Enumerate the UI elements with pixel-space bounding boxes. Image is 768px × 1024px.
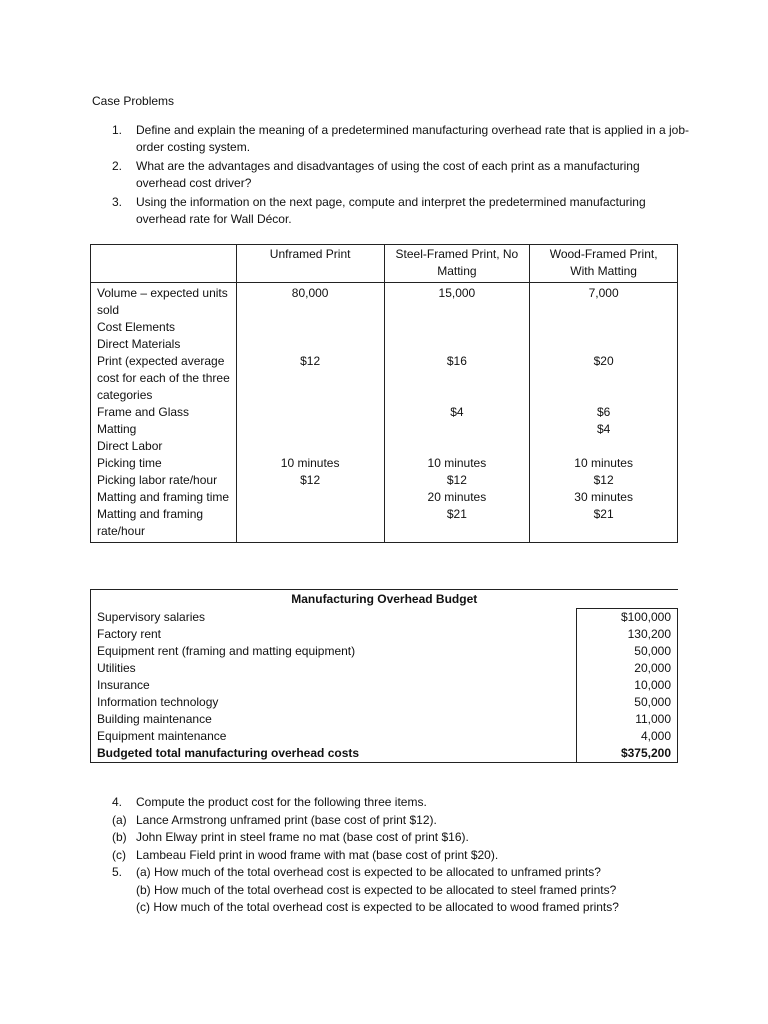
question-item <box>112 847 712 865</box>
table-cell <box>236 421 384 438</box>
table-row <box>91 455 678 472</box>
question-text: Compute the product cost for the following three items. <box>136 795 427 809</box>
budget-item-label: Factory rent <box>97 627 162 641</box>
row-label: Matting and framing time <box>91 489 237 506</box>
column-header <box>91 245 237 283</box>
overhead-budget-table <box>90 589 678 763</box>
table-row <box>91 283 678 320</box>
table-header-row <box>91 590 678 609</box>
table-cell: 10 minutes <box>384 455 530 472</box>
question-item <box>112 864 712 882</box>
budget-item-amount: 130,200 <box>577 626 678 643</box>
budget-item-amount: 11,000 <box>577 711 678 728</box>
table-cell: $12 <box>236 472 384 489</box>
table-row <box>91 353 678 404</box>
budget-item-amount: 50,000 <box>577 694 678 711</box>
row-label: Picking time <box>91 455 237 472</box>
question-text: What are the advantages and disadvantages of using the cost of each print as a manufacturing overhead cost driver? <box>136 159 640 190</box>
table-cell: $12 <box>384 472 530 489</box>
question-item <box>112 899 712 917</box>
question-list <box>112 122 692 230</box>
table-row <box>91 609 678 627</box>
table-cell <box>236 506 384 543</box>
question-text: (b) How much of the total overhead cost is expected to be allocated to steel framed prints? <box>136 882 617 897</box>
table-row <box>91 472 678 489</box>
question-text: Using the information on the next page, compute and interpret the predetermined manufacturing overhead rate for Wall Décor. <box>136 195 646 226</box>
table-cell: $6 <box>530 404 678 421</box>
question-text: (c) How much of the total overhead cost is expected to be allocated to wood framed prints? <box>136 900 619 914</box>
table-cell: $20 <box>530 353 678 404</box>
row-label: Frame and Glass <box>91 404 237 421</box>
question-number: (c) <box>112 847 126 862</box>
question-item <box>112 794 712 812</box>
later-question-list <box>112 794 712 917</box>
budget-title: Manufacturing Overhead Budget <box>291 592 478 606</box>
budget-item-label: Building maintenance <box>97 712 212 726</box>
question-number: (a) <box>112 812 127 827</box>
budget-total-label: Budgeted total manufacturing overhead costs <box>97 746 360 760</box>
table-cell: 30 minutes <box>530 489 678 506</box>
question-text: John Elway print in steel frame no mat (base cost of print $16). <box>136 830 469 844</box>
table-cell <box>384 319 530 336</box>
table-row <box>91 728 678 745</box>
table-cell <box>236 489 384 506</box>
table-row <box>91 489 678 506</box>
row-label: Print (expected average cost for each of the three categories <box>91 353 237 404</box>
table-row <box>91 694 678 711</box>
table-cell <box>384 336 530 353</box>
budget-item-amount: $100,000 <box>577 609 678 627</box>
budget-item-label: Equipment maintenance <box>97 729 227 743</box>
row-label: Volume – expected units sold <box>91 283 237 320</box>
table-cell <box>236 404 384 421</box>
table-cell: $12 <box>236 353 384 404</box>
budget-total-row <box>91 745 678 763</box>
budget-item-label: Supervisory salaries <box>97 609 206 624</box>
question-item <box>112 882 712 900</box>
table-row <box>91 506 678 543</box>
question-text: Lambeau Field print in wood frame with mat (base cost of print $20). <box>136 847 499 862</box>
column-header: Wood-Framed Print, With Matting <box>530 245 678 283</box>
row-label: Matting <box>91 421 237 438</box>
row-label: Direct Materials <box>91 336 237 353</box>
column-header: Steel-Framed Print, No Matting <box>384 245 530 283</box>
table-row <box>91 643 678 660</box>
table-cell <box>530 319 678 336</box>
budget-total-amount: $375,200 <box>577 745 678 763</box>
table-row <box>91 438 678 455</box>
question-item <box>112 158 692 192</box>
table-cell: 80,000 <box>236 283 384 320</box>
table-cell: 7,000 <box>530 283 678 320</box>
table-cell: 10 minutes <box>530 455 678 472</box>
table-row <box>91 319 678 336</box>
question-number: 1. <box>112 123 123 137</box>
table-row <box>91 626 678 643</box>
question-item <box>112 194 692 228</box>
table-row <box>91 404 678 421</box>
row-label: Direct Labor <box>91 438 237 455</box>
table-cell: $16 <box>384 353 530 404</box>
question-item <box>112 122 692 156</box>
table-header-row <box>91 245 678 283</box>
budget-item-amount: 4,000 <box>577 728 678 745</box>
table-row <box>91 336 678 353</box>
table-cell: $21 <box>530 506 678 543</box>
budget-item-amount: 20,000 <box>577 660 678 677</box>
table-cell <box>384 421 530 438</box>
table-row <box>91 660 678 677</box>
table-cell <box>236 438 384 455</box>
table-cell <box>236 319 384 336</box>
budget-item-label: Information technology <box>97 695 219 709</box>
row-label: Matting and framing rate/hour <box>91 506 237 543</box>
table-cell <box>236 336 384 353</box>
table-cell: 15,000 <box>384 283 530 320</box>
table-cell: 10 minutes <box>236 455 384 472</box>
budget-item-label: Equipment rent (framing and matting equipment) <box>97 644 356 658</box>
question-item <box>112 829 712 847</box>
budget-item-amount: 10,000 <box>577 677 678 694</box>
question-number: (b) <box>112 830 127 844</box>
table-cell <box>384 438 530 455</box>
question-number: 3. <box>112 195 123 209</box>
question-text: Define and explain the meaning of a predetermined manufacturing overhead rate that is applied in a job-order costing system. <box>136 123 690 154</box>
question-number: 5. <box>112 865 123 879</box>
table-row <box>91 421 678 438</box>
table-cell: $21 <box>384 506 530 543</box>
table-cell: $12 <box>530 472 678 489</box>
budget-item-amount: 50,000 <box>577 643 678 660</box>
table-cell <box>530 438 678 455</box>
question-number: 2. <box>112 159 123 173</box>
question-item <box>112 812 712 830</box>
column-header: Unframed Print <box>236 245 384 283</box>
question-text: (a) How much of the total overhead cost is expected to be allocated to unframed prints? <box>136 865 601 879</box>
question-number: 4. <box>112 795 123 809</box>
table-row <box>91 711 678 728</box>
table-row <box>91 677 678 694</box>
section-title: Case Problems <box>92 94 175 108</box>
question-text: Lance Armstrong unframed print (base cost of print $12). <box>136 812 437 827</box>
budget-item-label: Insurance <box>97 678 150 692</box>
table-cell: 20 minutes <box>384 489 530 506</box>
row-label: Cost Elements <box>91 319 237 336</box>
cost-elements-table <box>90 244 678 543</box>
table-cell: $4 <box>530 421 678 438</box>
table-cell: $4 <box>384 404 530 421</box>
row-label: Picking labor rate/hour <box>91 472 237 489</box>
table-cell <box>530 336 678 353</box>
budget-item-label: Utilities <box>97 661 136 675</box>
